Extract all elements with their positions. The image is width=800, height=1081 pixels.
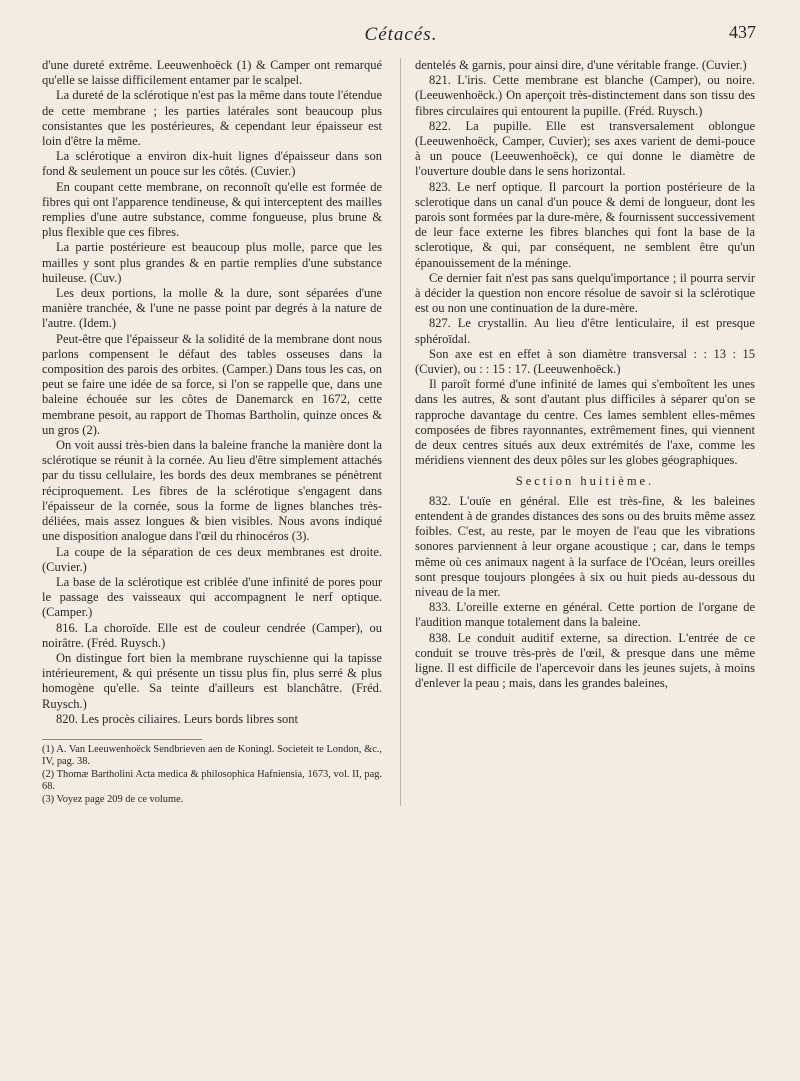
page-number: 437 xyxy=(729,22,756,42)
paragraph: Ce dernier fait n'est pas sans quelqu'importance ; il pourra servir à décider la question non encore résolue de savoir si la sclérotique est ou non une continuation de la dure-mère. xyxy=(415,270,755,316)
paragraph: 821. L'iris. Cette membrane est blanche (Camper), ou noire. (Leeuwenhoëck.) On aperçoit très-distinctement dans son tissu des fibres circulaires qui entourent la pupille. (Fréd. Ruysch.) xyxy=(415,73,755,118)
paragraph: 827. Le crystallin. Au lieu d'être lenticulaire, il est presque sphéroïdal. xyxy=(415,316,755,346)
left-column-body xyxy=(42,58,382,727)
right-column-body xyxy=(415,58,755,468)
paragraph: La base de la sclérotique est criblée d'une infinité de pores pour le passage des vaisseaux qui accompagnent le nerf optique. (Camper.) xyxy=(42,574,382,620)
paragraph: La dureté de la sclérotique n'est pas la même dans toute l'étendue de cette membrane ; les parties latérales sont beaucoup plus consistantes que les postérieures, & cependant leur épaisseur est loin d'être la même. xyxy=(42,88,382,149)
paragraph: 832. L'ouïe en général. Elle est très-fine, & les baleines entendent à de grandes distances des sons ou des bruits même assez foibles. C'est, au reste, par le moyen de l'eau que les vibrations sonores parviennent à leur organe acoustique ; car, dans le temps même où ces animaux nagent à la surface de l'Océan, leurs oreilles sont presque toujours plongées à six ou huit pieds au-dessous du niveau de la mer. xyxy=(415,493,755,599)
paragraph: La partie postérieure est beaucoup plus molle, parce que les mailles y sont plus grandes & en partie remplies d'une substance huileuse. (Cuv.) xyxy=(42,240,382,285)
paragraph: 820. Les procès ciliaires. Leurs bords libres sont xyxy=(56,711,298,726)
left-column xyxy=(42,58,382,806)
paragraph: On distingue fort bien la membrane ruyschienne qui la tapisse intérieurement, & qui présente un tissu plus fin, plus serré & plus homogène qu'elle. Sa teinte d'ailleurs est blanchâtre. (Fréd. Ruysch.) xyxy=(42,650,382,711)
paragraph: Peut-être que l'épaisseur & la solidité de la membrane dont nous parlons compensent le défaut des tables osseuses dans la composition des parois des orbites. (Camper.) Dans tous les cas, on peut se faire une idée de sa force, si l'on se rappelle que, dans une baleine échouée sur les côtes de Danemarck en 1672, cette membrane pesoit, au rapport de Thomas Bartholin, quinze onces & un gros (2). xyxy=(42,331,382,437)
footnotes xyxy=(42,744,382,807)
running-title: Cétacés. xyxy=(364,24,438,45)
paragraph: En coupant cette membrane, on reconnoît qu'elle est formée de fibres qui ont l'apparence tendineuse, & qui interceptent des mailles remplies d'une autre substance, comme fongueuse, plus brune & plus flexible que ces fibres. xyxy=(42,179,382,240)
footnote-rule xyxy=(42,739,202,740)
paragraph: La sclérotique a environ dix-huit lignes d'épaisseur dans son fond & seulement un pouce sur les côtés. (Cuvier.) xyxy=(42,149,382,179)
paragraph: Il paroît formé d'une infinité de lames qui s'emboîtent les unes dans les autres, & sont d'autant plus difficiles à séparer qu'on se rapproche davantage du centre. Ces lames semblent elles-mêmes composées de fibres rayonnantes, extrêmement fines, qui viennent de deux centres situés aux deux extrémités de l'axe, comme les méridiens viennent des deux pôles sur les globes géographiques. xyxy=(415,377,755,468)
paragraph: 833. L'oreille externe en général. Cette portion de l'organe de l'audition manque totalement dans la baleine. xyxy=(415,600,755,630)
paragraph: 823. Le nerf optique. Il parcourt la portion postérieure de la sclerotique dans un canal d'un pouce & demi de longueur, dont les parois sont formées par la dure-mère, & fournissent successivement de leur face externe les fibres blanches qui font la base de la sclerotique, & qui, par conséquent, ne semblent être qu'un épanouissement de la méninge. xyxy=(415,179,755,270)
paragraph: La coupe de la séparation de ces deux membranes est droite. (Cuvier.) xyxy=(42,544,382,574)
paragraph: 816. La choroïde. Elle est de couleur cendrée (Camper), ou noirâtre. (Fréd. Ruysch.) xyxy=(42,620,382,650)
paragraph: dentelés & garnis, pour ainsi dire, d'une véritable frange. (Cuvier.) xyxy=(415,58,747,72)
text-columns xyxy=(42,58,760,806)
footnote: (1) A. Van Leeuwenhoëck Sendbrieven aen de Koningl. Societeit te London, &c., IV, pag. 38. xyxy=(42,743,382,768)
section-heading: Section huitième. xyxy=(515,474,655,489)
paragraph: d'une dureté extrême. Leeuwenhoëck (1) & Camper ont remarqué qu'elle se laisse difficilement entamer par le scalpel. xyxy=(42,58,382,88)
paragraph: Son axe est en effet à son diamètre transversal : : 13 : 15 (Cuvier), ou : : 15 : 17. (Leeuwenhoëck.) xyxy=(415,346,755,377)
running-head xyxy=(42,22,760,52)
right-column-body-after xyxy=(415,494,755,692)
paragraph: Les deux portions, la molle & la dure, sont séparées d'une manière tranchée, & l'une ne passe point par degrés à la nature de l'autre. (Idem.) xyxy=(42,286,382,331)
paragraph: On voit aussi très-bien dans la baleine franche la manière dont la sclérotique se réunit à la cornée. Au lieu d'être simplement attachés par du tissu cellulaire, les bords des deux membranes se pénètrent réciproquement. Les fibres de la sclérotique s'engagent dans l'épaisseur de la cornée, sous la forme de lignes blanches très-déliées, mais assez longues & bien visibles. Nous avons indiqué une disposition analogue dans l'œil du rhinocéros (3). xyxy=(42,438,382,544)
right-column xyxy=(400,58,755,806)
footnote: (2) Thomæ Bartholini Acta medica & philosophica Hafniensia, 1673, vol. II, pag. 68. xyxy=(42,768,382,793)
footnote: (3) Voyez page 209 de ce volume. xyxy=(42,793,184,805)
paragraph: 822. La pupille. Elle est transversalement oblongue (Leeuwenhoëck, Camper, Cuvier); ses axes varient de demi-pouce à un pouce (Leeuwenhoëck), ce qui donne le diamètre de l'ouverture double dans le sens horizontal. xyxy=(415,118,755,179)
paragraph: 838. Le conduit auditif externe, sa direction. L'entrée de ce conduit se trouve très-près de l'œil, & presque dans une même ligne. Il est difficile de l'apercevoir dans les jeunes sujets, à moins d'enlever la peau ; mais, dans les grandes baleines, xyxy=(415,630,755,691)
